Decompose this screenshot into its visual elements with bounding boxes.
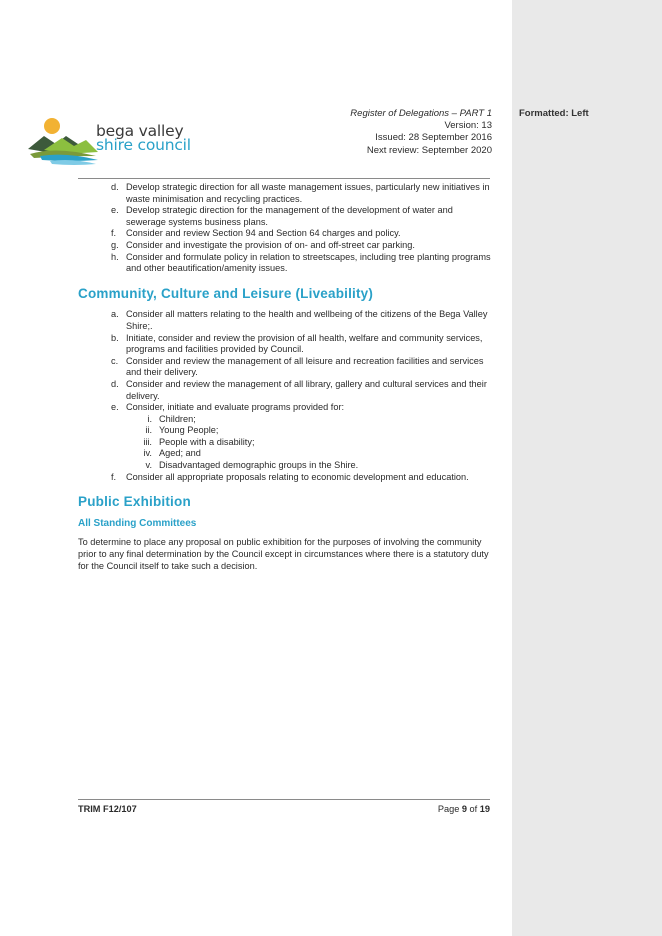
list-item: e. Consider, initiate and evaluate programs provided for: — [111, 402, 345, 413]
list-item: d. Consider and review the management of all library, gallery and cultural services and their delivery. — [111, 378, 487, 401]
issued-date: Issued: 28 September 2016 — [375, 132, 492, 144]
list-item: e. Develop strategic direction for the management of the development of water and sewerage systems business plans. — [111, 205, 453, 227]
sub-list-item: v. Disadvantaged demographic groups in the Shire. — [145, 460, 359, 471]
sub-list-item: ii. Young People; — [145, 425, 219, 436]
document-body — [78, 182, 492, 572]
logo-text-line2: shire council — [96, 136, 191, 154]
section-heading-community: Community, Culture and Leisure (Liveability) — [78, 285, 374, 301]
list-continued — [78, 182, 492, 275]
sub-list-item: iii. People with a disability; — [143, 436, 255, 447]
list-item: b. Initiate, consider and review the provision of all health, welfare and community services, programs and facilities provided by Council. — [111, 332, 483, 355]
exhibition-paragraph: To determine to place any proposal on public exhibition for the purposes of involving the community prior to any final determination by the Council except in circumstances where there is a statutory duty for the Council itself to take such a decision. — [78, 537, 489, 571]
logo-mark-icon — [26, 116, 98, 166]
sub-list-item: i. Children; — [147, 413, 196, 424]
header-rule — [78, 178, 490, 179]
trim-reference: TRIM F12/107 — [78, 804, 137, 814]
council-logo — [26, 116, 206, 166]
list-item: g. Consider and investigate the provision of on- and off-street car parking. — [111, 239, 415, 250]
list-community — [78, 309, 492, 483]
sub-list-item: iv. Aged; and — [143, 448, 201, 459]
list-item: a. Consider all matters relating to the health and wellbeing of the citizens of the Bega Valley Shire;. — [111, 309, 488, 331]
version-text: Version: 13 — [444, 120, 492, 132]
next-review-date: Next review: September 2020 — [366, 144, 492, 156]
register-title: Register of Delegations – PART 1 — [350, 108, 492, 119]
subheading-standing-committees: All Standing Committees — [78, 517, 197, 529]
footer-rule — [78, 799, 490, 800]
list-item: d. Develop strategic direction for all waste management issues, particularly new initiatives in waste minimisation and recycling practices. — [111, 182, 490, 204]
document-header-info — [350, 108, 492, 157]
comment-pane — [512, 0, 662, 936]
logo-text-line1: bega valley — [96, 122, 184, 140]
list-item: h. Consider and formulate policy in relation to streetscapes, including tree planting programs and other beautification/amenity issues. — [111, 251, 491, 274]
list-item: c. Consider and review the management of all leisure and recreation facilities and services and their delivery. — [111, 355, 484, 378]
list-item: f. Consider and review Section 94 and Section 64 charges and policy. — [111, 228, 401, 239]
section-heading-exhibition: Public Exhibition — [78, 494, 191, 510]
list-item: f. Consider all appropriate proposals relating to economic development and education. — [111, 471, 469, 482]
comment-formatted-label: Formatted: Left — [519, 108, 589, 119]
page-number: Page 9 of 19 — [437, 804, 490, 814]
